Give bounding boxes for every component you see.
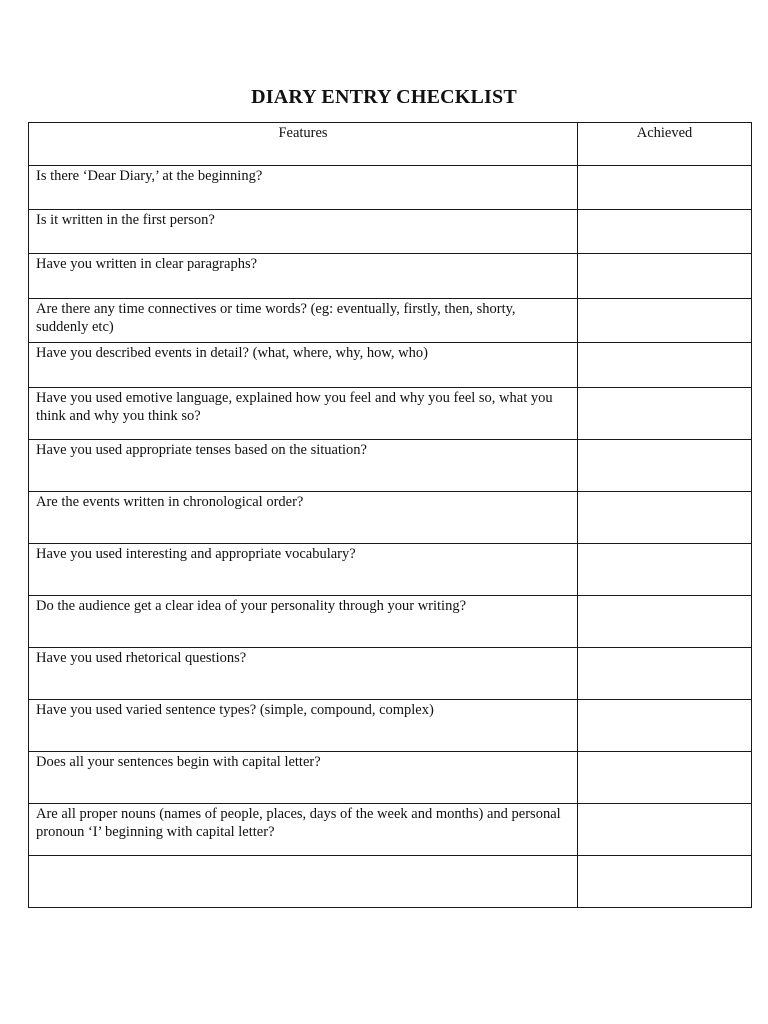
feature-cell: Is it written in the first person? [29,210,578,254]
table-row [29,596,752,648]
feature-cell: Is there ‘Dear Diary,’ at the beginning? [29,166,578,210]
table-row [29,299,752,343]
table-row [29,804,752,856]
checklist-table [28,122,752,908]
achieved-column-header: Achieved [578,123,752,166]
feature-cell: Are there any time connectives or time words? (eg: eventually, firstly, then, shorty, suddenly etc) [29,299,578,343]
page-title: DIARY ENTRY CHECKLIST [251,86,517,108]
table-row [29,388,752,440]
feature-cell: Have you written in clear paragraphs? [29,254,578,299]
table-row [29,544,752,596]
achieved-cell[interactable] [578,210,752,254]
achieved-cell[interactable] [578,804,752,856]
header-row [29,123,752,166]
table-row [29,648,752,700]
achieved-cell[interactable] [578,440,752,492]
feature-cell: Do the audience get a clear idea of your personality through your writing? [29,596,578,648]
feature-cell: Are the events written in chronological order? [29,492,578,544]
feature-cell: Have you used interesting and appropriate vocabulary? [29,544,578,596]
feature-cell: Have you used emotive language, explained how you feel and why you feel so, what you think and why you think so? [29,388,578,440]
achieved-cell[interactable] [578,388,752,440]
feature-cell: Have you described events in detail? (what, where, why, how, who) [29,343,578,388]
achieved-cell[interactable] [578,254,752,299]
achieved-cell[interactable] [578,596,752,648]
features-column-header: Features [29,123,578,166]
achieved-cell[interactable] [578,648,752,700]
feature-cell: Have you used appropriate tenses based on the situation? [29,440,578,492]
achieved-cell[interactable] [578,343,752,388]
feature-cell: Does all your sentences begin with capital letter? [29,752,578,804]
achieved-cell[interactable] [578,166,752,210]
feature-cell: Are all proper nouns (names of people, places, days of the week and months) and personal pronoun ‘I’ beginning with capital letter? [29,804,578,856]
table-row [29,254,752,299]
feature-cell: Have you used varied sentence types? (simple, compound, complex) [29,700,578,752]
table-row [29,343,752,388]
table-row [29,166,752,210]
achieved-cell[interactable] [578,752,752,804]
achieved-cell[interactable] [578,856,752,908]
achieved-cell[interactable] [578,700,752,752]
table-row [29,856,752,908]
feature-cell: Have you used rhetorical questions? [29,648,578,700]
feature-cell[interactable] [29,856,578,908]
table-row [29,492,752,544]
table-row [29,700,752,752]
table-row [29,440,752,492]
table-row [29,210,752,254]
achieved-cell[interactable] [578,299,752,343]
achieved-cell[interactable] [578,544,752,596]
achieved-cell[interactable] [578,492,752,544]
table-row [29,752,752,804]
